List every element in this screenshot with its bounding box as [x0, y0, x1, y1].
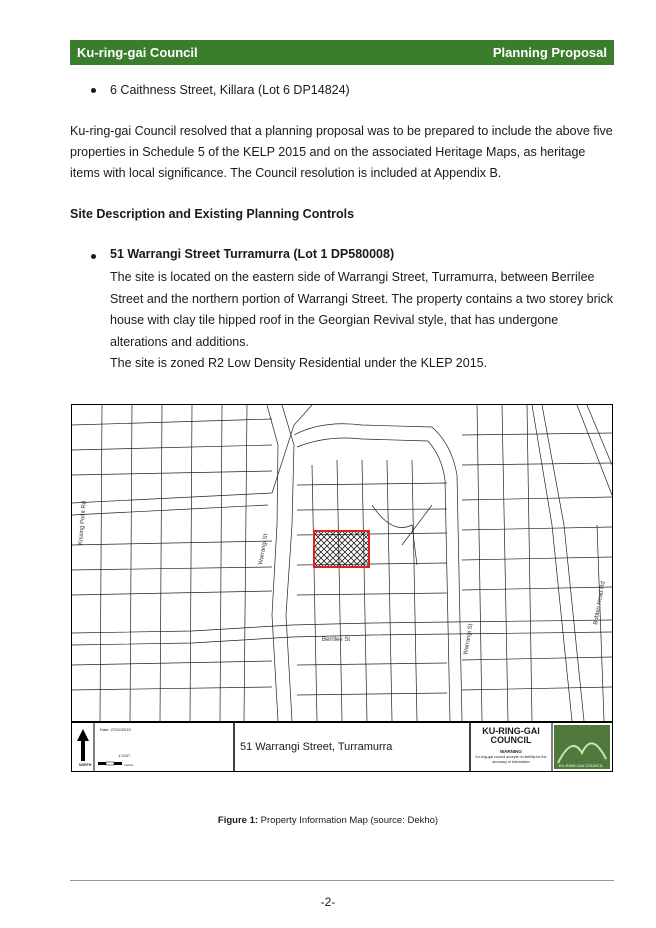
bullet-dot	[91, 254, 96, 259]
map-date-value: 27/02/2015	[110, 727, 131, 732]
header-document-type: Planning Proposal	[492, 45, 607, 60]
road-label: Warrangi St	[463, 623, 475, 656]
map-street-title: 51 Warrangi Street, Turramurra	[240, 741, 393, 753]
site-description-line: The site is located on the eastern side of Warrangi Street, Turramurra, between Berrilee	[110, 270, 595, 284]
map-scale: 1:2447	[118, 753, 131, 758]
property-information-map	[71, 404, 613, 772]
site-description-line: Street and the northern portion of Warrangi Street. The property contains a two storey brick	[110, 291, 614, 306]
site-description	[110, 267, 613, 375]
site-zoning-line: The site is zoned R2 Low Density Residential under the KLEP 2015.	[110, 356, 488, 370]
footer-divider	[70, 880, 614, 881]
north-arrow-icon	[77, 729, 89, 761]
warning-title: WARNING	[500, 749, 522, 754]
section-heading: Site Description and Existing Planning Controls	[70, 207, 355, 221]
intro-line: properties in Schedule 5 of the KELP 2015 and on the associated Heritage Maps, as heritage	[70, 145, 586, 159]
intro-paragraph	[70, 121, 613, 184]
cadastral-map	[72, 405, 612, 721]
property-bullet-caithness: 6 Caithness Street, Killara (Lot 6 DP14824)	[110, 83, 350, 97]
header-council-name: Ku-ring-gai Council	[77, 45, 198, 60]
site-title: 51 Warrangi Street Turramurra (Lot 1 DP580008)	[110, 247, 395, 261]
road-label: Kissing Point Rd	[78, 500, 88, 546]
road-label: Bobbin Head Rd	[593, 580, 607, 626]
site-description-line: alterations and additions.	[110, 334, 249, 349]
logo-text: KU-RING-GAI COUNCIL	[558, 763, 604, 768]
council-name-line: KU-RING-GAI	[482, 726, 540, 736]
figure-caption-label: Figure 1:	[217, 815, 259, 826]
road-label: Berrilee St	[322, 637, 351, 643]
page-header	[70, 40, 614, 65]
intro-line: items with local significance. The Council resolution is included at Appendix B.	[70, 166, 502, 180]
north-label: NORTH	[79, 763, 92, 767]
figure-caption	[0, 815, 656, 826]
map-scale-units: metres	[124, 763, 134, 767]
intro-line: Ku-ring-gai Council resolved that a planning proposal was to be prepared to include the above five	[70, 124, 613, 138]
site-description-line: house with clay tile hipped roof in the Georgian Revival style, that has undergone	[110, 313, 559, 327]
map-legend-bar	[72, 721, 612, 772]
map-date	[100, 727, 131, 732]
road-label: Warrangi St	[258, 533, 270, 566]
road-labels	[78, 501, 607, 656]
warning-text: Ku-ring-gai council accepts no liability for the accuracy of information	[475, 755, 547, 764]
council-name-line: COUNCIL	[490, 735, 532, 745]
subject-site-highlight	[314, 531, 369, 567]
figure-caption-text: Property Information Map (source: Dekho)	[258, 815, 439, 826]
council-name	[472, 727, 550, 745]
bullet-dot	[91, 88, 96, 93]
map-date-label: Date:	[100, 727, 110, 732]
page-number: -2-	[320, 895, 336, 909]
